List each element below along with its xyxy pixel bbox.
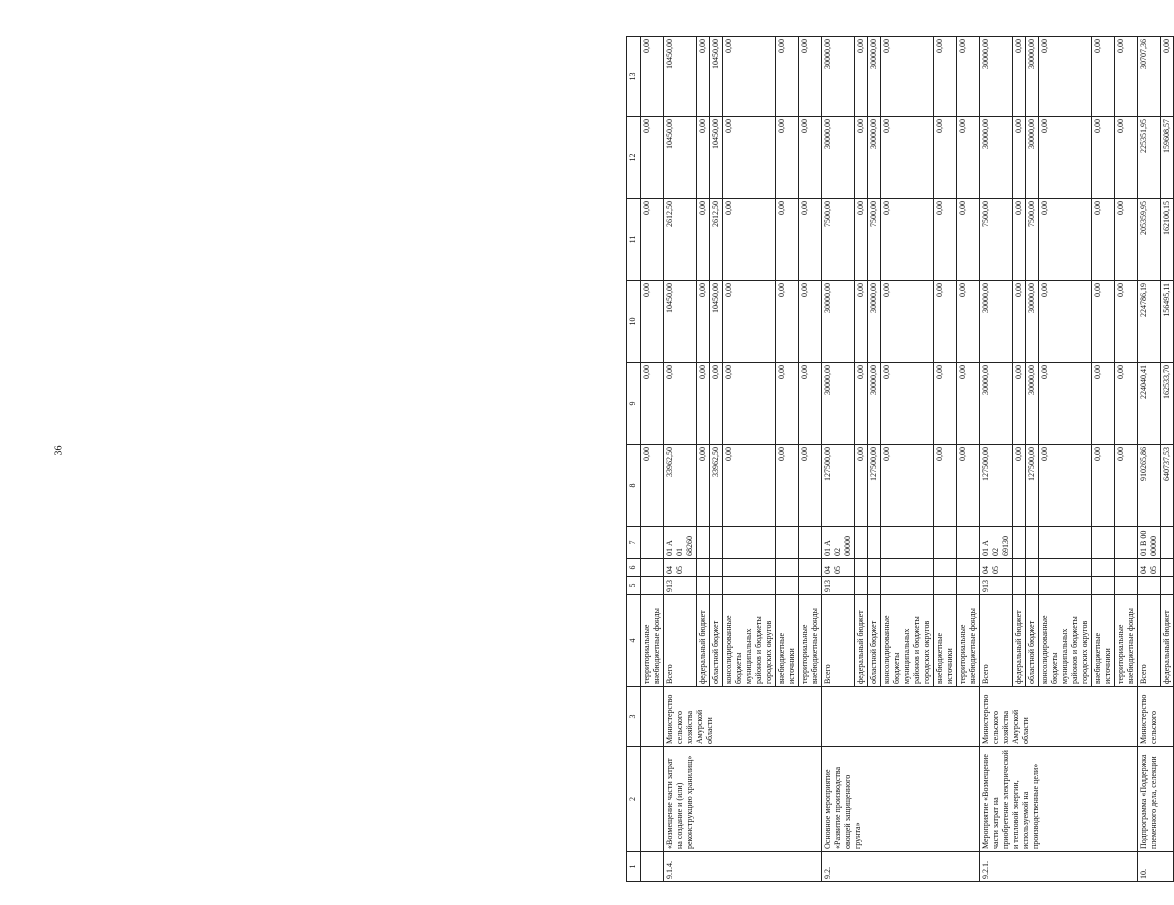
amount-cell: 0,00	[641, 117, 664, 199]
amount-cell: 0,00	[776, 363, 799, 445]
amount-cell: 0,00	[1092, 281, 1115, 363]
amount-cell: 224040,41	[1138, 363, 1161, 445]
section-code	[1013, 559, 1026, 577]
amount-cell: 159608,57	[1161, 117, 1174, 199]
amount-cell: 0,00	[776, 281, 799, 363]
amount-cell: 640737,53	[1161, 445, 1174, 527]
amount-cell: 0,00	[934, 363, 957, 445]
amount-cell: 0,00	[710, 363, 723, 445]
amount-cell: 30000,00	[980, 281, 1013, 363]
table-row	[664, 37, 697, 882]
rotated-page	[626, 37, 1171, 882]
amount-cell: 30000,00	[822, 363, 855, 445]
header-cell-8: 8	[627, 445, 641, 527]
amount-cell: 30000,00	[980, 117, 1013, 199]
target-code	[868, 527, 881, 559]
header-row	[627, 37, 641, 882]
amount-cell: 0,00	[855, 281, 868, 363]
target-code	[776, 527, 799, 559]
target-code	[957, 527, 980, 559]
amount-cell: 0,00	[697, 281, 710, 363]
amount-cell: 30000,00	[1026, 117, 1039, 199]
grbs-code	[868, 577, 881, 595]
amount-cell: 0,00	[1115, 281, 1138, 363]
target-code	[1039, 527, 1092, 559]
section-code	[1092, 559, 1115, 577]
amount-cell: 30000,00	[822, 281, 855, 363]
section-code	[697, 559, 710, 577]
amount-cell: 0,00	[1092, 363, 1115, 445]
amount-cell: 0,00	[1013, 117, 1026, 199]
item-name: «Возмещение части затрат на создание и (или) реконструкцию хранилищ»	[664, 747, 822, 852]
amount-cell: 0,00	[697, 199, 710, 281]
amount-cell: 0,00	[641, 199, 664, 281]
grbs-code	[934, 577, 957, 595]
amount-cell: 0,00	[1092, 37, 1115, 117]
grbs-code	[1013, 577, 1026, 595]
section-code: 04 05	[1138, 559, 1161, 577]
funding-source: Всего	[980, 595, 1013, 687]
item-number: 10.	[1138, 852, 1174, 882]
amount-cell: 0,00	[1039, 37, 1092, 117]
amount-cell: 0,00	[723, 199, 776, 281]
section-code	[1161, 559, 1174, 577]
amount-cell: 0,00	[934, 281, 957, 363]
funding-source: внебюджетные источники	[776, 595, 799, 687]
table-row	[641, 37, 664, 882]
amount-cell: 0,00	[776, 445, 799, 527]
amount-cell: 2612,50	[664, 199, 697, 281]
header-cell-12: 12	[627, 117, 641, 199]
amount-cell: 0,00	[934, 37, 957, 117]
grbs-code	[710, 577, 723, 595]
section-code	[868, 559, 881, 577]
amount-cell: 2612,50	[710, 199, 723, 281]
amount-cell: 0,00	[641, 37, 664, 117]
amount-cell: 0,00	[697, 445, 710, 527]
item-number: 9.2.1.	[980, 852, 1138, 882]
funding-source: федеральный бюджет	[1013, 595, 1026, 687]
grbs-code	[776, 577, 799, 595]
amount-cell: 30000,00	[1026, 363, 1039, 445]
amount-cell: 30000,00	[1026, 281, 1039, 363]
section-code: 04 05	[980, 559, 1013, 577]
target-code	[1026, 527, 1039, 559]
executor: Министерство сельского хозяйства Амурской области	[980, 687, 1138, 747]
target-code: 01 А 01 68260	[664, 527, 697, 559]
amount-cell: 0,00	[799, 37, 822, 117]
page-number: 36	[53, 445, 65, 456]
amount-cell: 0,00	[723, 37, 776, 117]
grbs-code	[957, 577, 980, 595]
empty-cell	[641, 687, 664, 747]
grbs-code: 913	[980, 577, 1013, 595]
section-code: 04 05	[664, 559, 697, 577]
grbs-code: 913	[664, 577, 697, 595]
amount-cell: 0,00	[934, 117, 957, 199]
amount-cell: 0,00	[1039, 199, 1092, 281]
amount-cell: 0,00	[1013, 363, 1026, 445]
amount-cell: 30000,00	[822, 37, 855, 117]
funding-source: внебюджетные источники	[934, 595, 957, 687]
section-code	[776, 559, 799, 577]
amount-cell: 0,00	[776, 117, 799, 199]
funding-source: консолидированные бюджеты муниципальных районов и бюджеты городских округов	[1039, 595, 1092, 687]
target-code	[799, 527, 822, 559]
funding-source: территориальные внебюджетные фонды	[957, 595, 980, 687]
header-cell-13: 13	[627, 37, 641, 117]
funding-source: консолидированные бюджеты муниципальных районов и бюджеты городских округов	[723, 595, 776, 687]
grbs-code	[1115, 577, 1138, 595]
amount-cell: 0,00	[1092, 117, 1115, 199]
target-code	[881, 527, 934, 559]
header-cell-4: 4	[627, 595, 641, 687]
funding-source: федеральный бюджет	[855, 595, 868, 687]
amount-cell: 0,00	[957, 281, 980, 363]
amount-cell: 0,00	[1092, 445, 1115, 527]
item-number: 9.2.	[822, 852, 980, 882]
target-code	[934, 527, 957, 559]
empty-cell	[641, 577, 664, 595]
target-code	[697, 527, 710, 559]
amount-cell: 0,00	[697, 37, 710, 117]
amount-cell: 0,00	[855, 117, 868, 199]
amount-cell: 33962,50	[710, 445, 723, 527]
amount-cell: 0,00	[1115, 199, 1138, 281]
grbs-code	[1092, 577, 1115, 595]
empty-cell	[641, 852, 664, 882]
amount-cell: 0,00	[1115, 445, 1138, 527]
amount-cell: 30000,00	[822, 117, 855, 199]
item-name: Мероприятие «Возмещение части затрат на приобретение электрической и тепловой энергии, используемой на производственные цели»	[980, 747, 1138, 852]
amount-cell: 0,00	[1013, 37, 1026, 117]
executor	[822, 687, 980, 747]
executor: Министерство сельского хозяйства Амурской области	[664, 687, 822, 747]
amount-cell: 0,00	[1013, 281, 1026, 363]
amount-cell: 10450,00	[664, 37, 697, 117]
amount-cell: 205359,95	[1138, 199, 1161, 281]
table-row	[980, 37, 1013, 882]
amount-cell: 0,00	[934, 199, 957, 281]
target-code: 01 А 02 00000	[822, 527, 855, 559]
funding-source: территориальные внебюджетные фонды	[799, 595, 822, 687]
amount-cell: 0,00	[934, 445, 957, 527]
amount-cell: 0,00	[664, 363, 697, 445]
amount-cell: 7500,00	[868, 199, 881, 281]
grbs-code	[1138, 577, 1161, 595]
section-code	[1026, 559, 1039, 577]
amount-cell: 30000,00	[868, 117, 881, 199]
amount-cell: 30000,00	[868, 281, 881, 363]
section-code	[881, 559, 934, 577]
funding-source: областной бюджет	[1026, 595, 1039, 687]
budget-table	[626, 36, 1174, 882]
amount-cell: 0,00	[799, 117, 822, 199]
amount-cell: 7500,00	[822, 199, 855, 281]
amount-cell: 0,00	[1039, 281, 1092, 363]
amount-cell: 156495,11	[1161, 281, 1174, 363]
amount-cell: 0,00	[855, 363, 868, 445]
amount-cell: 0,00	[881, 117, 934, 199]
amount-cell: 30000,00	[980, 37, 1013, 117]
funding-source: областной бюджет	[868, 595, 881, 687]
header-cell-9: 9	[627, 363, 641, 445]
amount-cell: 0,00	[641, 445, 664, 527]
target-code	[1092, 527, 1115, 559]
amount-cell: 0,00	[1013, 199, 1026, 281]
amount-cell: 0,00	[957, 199, 980, 281]
funding-source: федеральный бюджет	[1161, 595, 1174, 687]
amount-cell: 0,00	[1039, 363, 1092, 445]
executor: Министерство сельского	[1138, 687, 1174, 747]
table-row	[822, 37, 855, 882]
table-row	[1138, 37, 1161, 882]
empty-cell	[641, 559, 664, 577]
amount-cell: 30707,36	[1138, 37, 1161, 117]
target-code	[723, 527, 776, 559]
amount-cell: 0,00	[641, 281, 664, 363]
item-number: 9.1.4.	[664, 852, 822, 882]
amount-cell: 0,00	[799, 363, 822, 445]
amount-cell: 0,00	[723, 281, 776, 363]
amount-cell: 0,00	[723, 117, 776, 199]
amount-cell: 30000,00	[868, 363, 881, 445]
grbs-code	[881, 577, 934, 595]
amount-cell: 0,00	[881, 199, 934, 281]
amount-cell: 0,00	[855, 199, 868, 281]
amount-cell: 0,00	[881, 445, 934, 527]
empty-cell	[641, 527, 664, 559]
amount-cell: 0,00	[1039, 117, 1092, 199]
funding-source: Всего	[664, 595, 697, 687]
target-code	[1013, 527, 1026, 559]
grbs-code: 913	[822, 577, 855, 595]
amount-cell: 225351,95	[1138, 117, 1161, 199]
grbs-code	[799, 577, 822, 595]
amount-cell: 10450,00	[710, 37, 723, 117]
section-code	[855, 559, 868, 577]
amount-cell: 127500,00	[980, 445, 1013, 527]
target-code: 01 А 02 69130	[980, 527, 1013, 559]
funding-source: областной бюджет	[710, 595, 723, 687]
section-code	[934, 559, 957, 577]
amount-cell: 224786,19	[1138, 281, 1161, 363]
amount-cell: 0,00	[1115, 37, 1138, 117]
header-cell-2: 2	[627, 747, 641, 852]
amount-cell: 0,00	[1115, 117, 1138, 199]
amount-cell: 0,00	[641, 363, 664, 445]
amount-cell: 0,00	[881, 281, 934, 363]
grbs-code	[1026, 577, 1039, 595]
target-code: 01 В 00 00000	[1138, 527, 1161, 559]
amount-cell: 0,00	[957, 445, 980, 527]
item-name: Подпрограмма «Поддержка племенного дела, селекции	[1138, 747, 1174, 852]
amount-cell: 162100,15	[1161, 199, 1174, 281]
amount-cell: 0,00	[723, 363, 776, 445]
funding-source: федеральный бюджет	[697, 595, 710, 687]
header-cell-6: 6	[627, 559, 641, 577]
header-cell-1: 1	[627, 852, 641, 882]
funding-source: территориальные внебюджетные фонды	[641, 595, 664, 687]
funding-source: консолидированные бюджеты муниципальных районов и бюджеты городских округов	[881, 595, 934, 687]
header-cell-5: 5	[627, 577, 641, 595]
amount-cell: 0,00	[881, 363, 934, 445]
grbs-code	[1161, 577, 1174, 595]
amount-cell: 0,00	[799, 281, 822, 363]
amount-cell: 127500,00	[1026, 445, 1039, 527]
funding-source: внебюджетные источники	[1092, 595, 1115, 687]
amount-cell: 10450,00	[710, 281, 723, 363]
target-code	[1161, 527, 1174, 559]
amount-cell: 0,00	[1092, 199, 1115, 281]
header-cell-7: 7	[627, 527, 641, 559]
amount-cell: 0,00	[697, 363, 710, 445]
amount-cell: 162533,70	[1161, 363, 1174, 445]
funding-source: Всего	[1138, 595, 1161, 687]
target-code	[710, 527, 723, 559]
section-code	[957, 559, 980, 577]
amount-cell: 0,00	[957, 363, 980, 445]
amount-cell: 0,00	[1039, 445, 1092, 527]
amount-cell: 0,00	[881, 37, 934, 117]
section-code	[1115, 559, 1138, 577]
grbs-code	[855, 577, 868, 595]
funding-source: Всего	[822, 595, 855, 687]
amount-cell: 10450,00	[710, 117, 723, 199]
amount-cell: 0,00	[776, 37, 799, 117]
amount-cell: 0,00	[697, 117, 710, 199]
amount-cell: 0,00	[1115, 363, 1138, 445]
amount-cell: 30000,00	[980, 363, 1013, 445]
amount-cell: 0,00	[855, 37, 868, 117]
amount-cell: 0,00	[1013, 445, 1026, 527]
header-cell-10: 10	[627, 281, 641, 363]
amount-cell: 0,00	[957, 117, 980, 199]
grbs-code	[723, 577, 776, 595]
amount-cell: 30000,00	[1026, 37, 1039, 117]
header-cell-3: 3	[627, 687, 641, 747]
amount-cell: 7500,00	[980, 199, 1013, 281]
amount-cell: 7500,00	[1026, 199, 1039, 281]
amount-cell: 127500,00	[822, 445, 855, 527]
amount-cell: 0,00	[799, 445, 822, 527]
amount-cell: 0,00	[855, 445, 868, 527]
amount-cell: 0,00	[723, 445, 776, 527]
section-code	[710, 559, 723, 577]
section-code	[723, 559, 776, 577]
amount-cell: 127500,00	[868, 445, 881, 527]
target-code	[855, 527, 868, 559]
amount-cell: 0,00	[799, 199, 822, 281]
amount-cell: 30000,00	[868, 37, 881, 117]
amount-cell: 10450,00	[664, 281, 697, 363]
amount-cell: 33962,50	[664, 445, 697, 527]
header-cell-11: 11	[627, 199, 641, 281]
amount-cell: 910265,86	[1138, 445, 1161, 527]
target-code	[1115, 527, 1138, 559]
section-code	[799, 559, 822, 577]
item-name: Основное мероприятие «Развитие производства овощей защищенного грунта»	[822, 747, 980, 852]
section-code	[1039, 559, 1092, 577]
amount-cell: 0,00	[776, 199, 799, 281]
amount-cell: 0,00	[957, 37, 980, 117]
grbs-code	[697, 577, 710, 595]
empty-cell	[641, 747, 664, 852]
amount-cell: 0,00	[1161, 37, 1174, 117]
section-code: 04 05	[822, 559, 855, 577]
amount-cell: 10450,00	[664, 117, 697, 199]
grbs-code	[1039, 577, 1092, 595]
funding-source: территориальные внебюджетные фонды	[1115, 595, 1138, 687]
